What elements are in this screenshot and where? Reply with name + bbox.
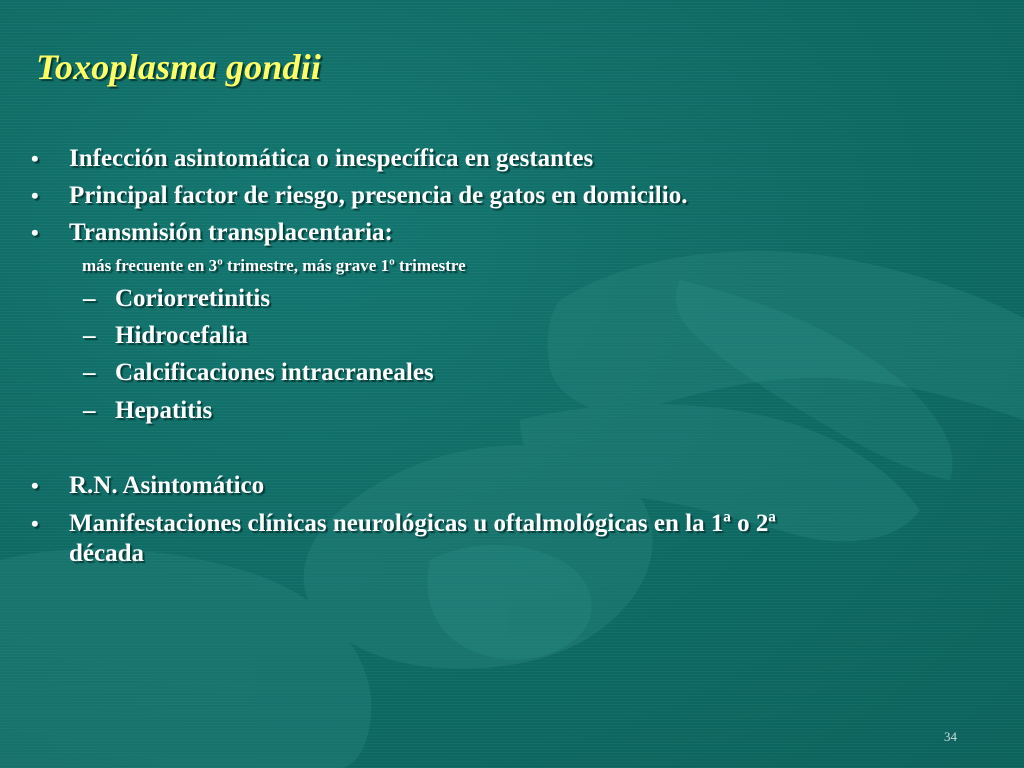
- sub-bullet-text: Hepatitis: [115, 397, 213, 424]
- bullet-infeccion: [31, 144, 594, 173]
- page-number: 34: [944, 729, 957, 744]
- slide-title: Toxoplasma gondii: [36, 47, 322, 87]
- bullet-text: Principal factor de riesgo, presencia de gatos en domicilio.: [69, 182, 688, 209]
- bullet-text: Transmisión transplacentaria:: [69, 219, 393, 246]
- bullet-transmision: [31, 218, 393, 247]
- sub-bullet-calcificaciones: [83, 358, 434, 387]
- bullet-icon: •: [31, 473, 39, 498]
- bullet-manifestaciones: [31, 509, 776, 538]
- dash-icon: –: [83, 285, 96, 312]
- bullet-icon: •: [31, 183, 39, 208]
- sub-bullet-hepatitis: [83, 396, 213, 425]
- bullet-factor-riesgo: [31, 181, 688, 210]
- bullet-text: R.N. Asintomático: [69, 472, 265, 499]
- transmission-note: más frecuente en 3º trimestre, más grave 1º trimestre: [82, 256, 466, 275]
- sub-bullet-text: Coriorretinitis: [115, 285, 271, 312]
- sub-bullet-coriorretinitis: [83, 284, 271, 313]
- bullet-icon: •: [31, 220, 39, 245]
- dash-icon: –: [83, 322, 96, 349]
- bullet-rn-asintomatico: [31, 471, 265, 500]
- sub-bullet-text: Hidrocefalia: [115, 322, 248, 349]
- bullet-icon: •: [31, 146, 39, 171]
- dash-icon: –: [83, 359, 96, 386]
- sub-bullet-hidrocefalia: [83, 321, 248, 350]
- bullet-icon: •: [31, 511, 39, 536]
- bullet-text: Manifestaciones clínicas neurológicas u oftalmológicas en la 1ª o 2ª: [69, 510, 776, 537]
- dash-icon: –: [83, 397, 96, 424]
- sub-bullet-text: Calcificaciones intracraneales: [115, 359, 434, 386]
- bullet-text: Infección asintomática o inespecífica en gestantes: [69, 145, 594, 172]
- bullet-manifestaciones-continuation: década: [69, 540, 144, 567]
